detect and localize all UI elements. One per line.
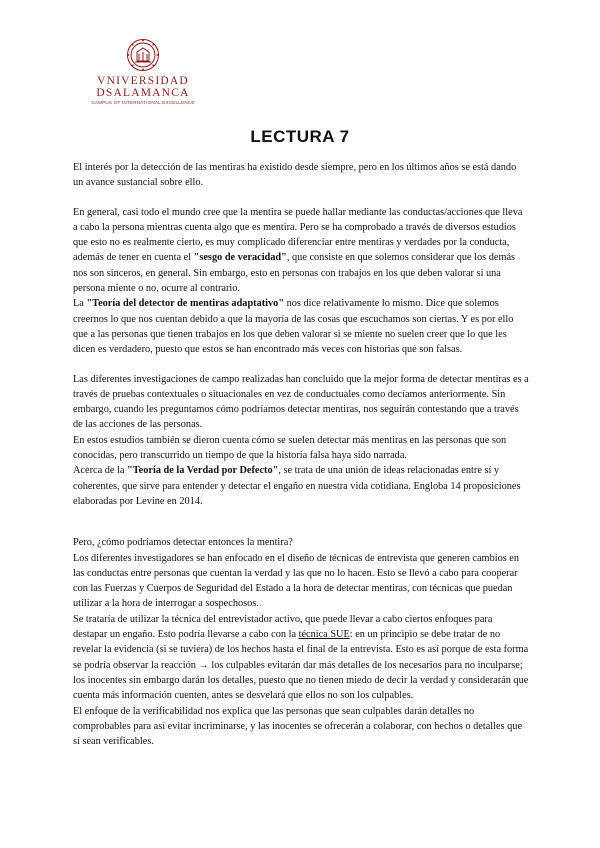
paragraph-tecnica-sue <box>73 612 529 704</box>
text-run: : en un principio se debe tratar de no revelar la evidencia (si se tuviera) de los hechos hasta el final de la entrevista. Esto es así porque de esta forma se podría observar la reacción → los culpables evitarán dar más detalles de los necesarios para no inculparse; los inocentes sin embargo darán los detalles, puesto que no tienen miedo de decir la verdad y considerarán que cuenta más información cuenten, antes se desvelará que ellos no son los culpables. <box>73 629 529 702</box>
text-run: La <box>73 298 87 310</box>
text-run: , que consiste en que solemos considerar que los demás nos son sinceros, en general. Sin embargo, esto en personas con trabajos en los que deben valorar si una persona miente o no, ocurre al contrario. <box>73 252 516 295</box>
paragraph-teoria-verdad <box>73 463 529 509</box>
text-run: En general, casi todo el mundo cree que la mentira se puede hallar mediante las conductas/acciones que lleva a cabo la persona mientras cuenta algo que es mentira. Pero se ha comprobado a través de diversos estudios que esto no es realmente cierto, es muy complicado diferenciar entre mentiras y verdades por la conducta, además de tener en cuenta el <box>73 206 523 264</box>
paragraph-investigaciones: Las diferentes investigaciones de campo realizadas han concluido que la mejor forma de detectar mentiras es a través de pruebas contextuales o situacionales en vez de conductuales como decíamos anteriormente. Sin embargo, cuando les preguntamos cómo podríamos detectar mentiras, nos seguirán contestando que a través de las acciones de las personas. <box>73 373 529 431</box>
underlined-term-sue: técnica SUE <box>298 629 350 641</box>
university-seal-icon <box>126 38 160 72</box>
text-run: Se trataría de utilizar la técnica del entrevistador activo, que puede llevar a cabo ciertos enfoques para destapar un engaño. Esto podría llevarse a cabo con la <box>73 613 493 641</box>
bold-term-teoria-detector: "Teoría del detector de mentiras adaptativo" <box>86 298 285 310</box>
bold-term-teoria-verdad: "Teoría de la Verdad por Defecto" <box>127 465 279 477</box>
logo-line-2: DSALAMANCA <box>96 87 190 99</box>
paragraph-estudios: En estos estudios también se dieron cuenta cómo se suelen detectar más mentiras en las personas que son conocidas, pero transcurrido un tiempo de que la historia falsa haya sido narrada. <box>73 434 507 462</box>
document-body <box>73 160 529 749</box>
text-run: , se trata de una unión de ideas relacionadas entre sí y coherentes, que sirve para entender y detectar el engaño en nuestra vida cotidiana. Engloba 14 proposiciones elaboradas por Levine en 2014. <box>73 465 521 507</box>
paragraph-verificabilidad: El enfoque de la verificabilidad nos explica que las personas que sean culpables darán detalles no comprobables para así evitar incriminarse, y las inocentes se ofrecerán a colaborar, con hechos o detalles que sí sean verificables. <box>73 705 523 748</box>
text-run: Acerca de la <box>73 465 128 477</box>
paragraph-sesgo-veracidad <box>73 205 529 297</box>
university-logo <box>88 38 198 105</box>
page-title: LECTURA 7 <box>250 127 350 146</box>
text-run: nos dice relativamente lo mismo. Dice que solemos creernos lo que nos cuentan debido a que la mayoría de las cosas que escuchamos son ciertas. Y es por ello que a las personas que tienen trabajos en los que deben valorar si se miente no suelen creer que lo que les dicen es verdadero, puesto que estos se han encontrado más veces con historias que son falsas. <box>73 298 514 356</box>
paragraph-intro: El interés por la detección de las mentiras ha existido desde siempre, pero en los últimos años se está dando un avance sustancial sobre ello. <box>73 162 517 189</box>
logo-subtitle: CAMPUS OF INTERNATIONAL EXCELLENCE <box>91 100 195 105</box>
paragraph-tecnicas-entrevista: Los diferentes investigadores se han enfocado en el diseño de técnicas de entrevista que generen cambios en las conductas entre personas que cuentan la verdad y las que no lo hacen. Esto se llevó a cabo para cooperar con las Fuerzas y Cuerpos de Seguridad del Estado a la hora de detectar mentiras, con técnicas que puedan utilizar a la hora de interrogar a sospechosos. <box>73 552 520 610</box>
paragraph-teoria-detector <box>73 296 529 357</box>
bold-term-sesgo: "sesgo de veracidad" <box>193 252 287 264</box>
paragraph-pregunta: Pero, ¿cómo podríamos detectar entonces la mentira? <box>73 537 293 549</box>
logo-line-1: VNIVERSIDAD <box>97 75 189 87</box>
